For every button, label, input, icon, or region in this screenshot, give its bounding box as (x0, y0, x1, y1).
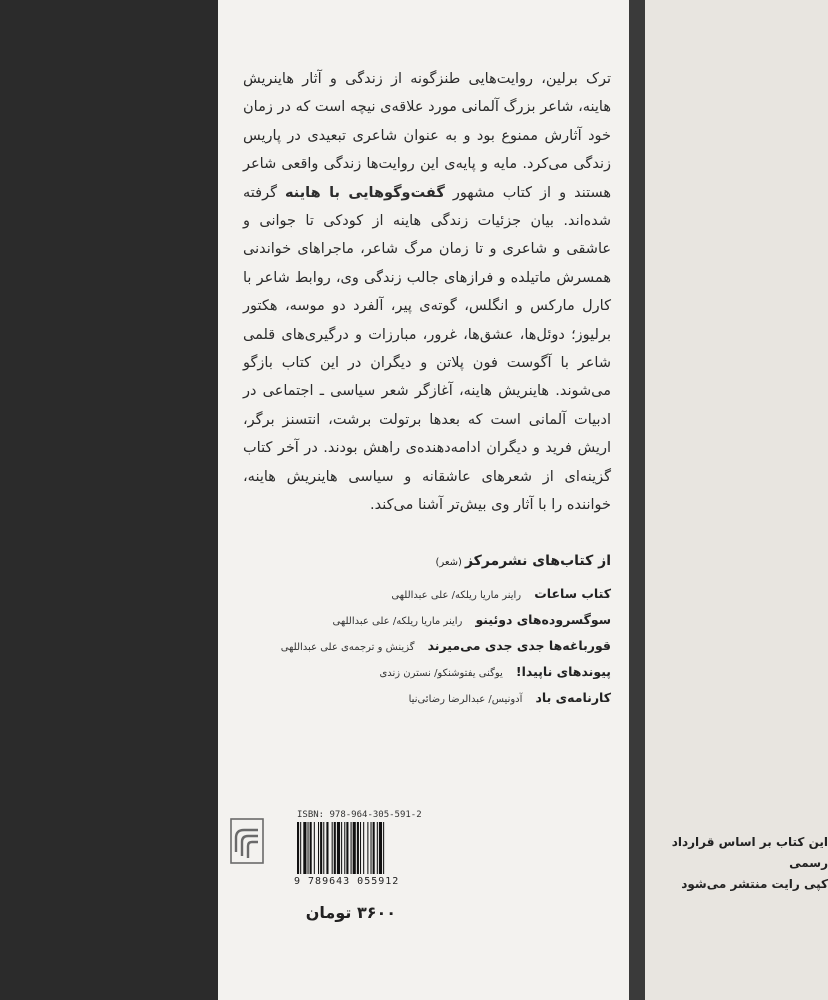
book-author: راینر ماریا ریلکه/ علی عبداللهی (391, 590, 522, 601)
blurb-line: ترک برلین، روایت‌هایی طنزگونه از زندگی و آثار هاینریش (243, 71, 611, 87)
blurb-line: خود آثارش ممنوع بود و به عنوان شاعری تبعیدی در پاریس (243, 127, 611, 144)
book-author: راینر ماریا ریلکه/ علی عبداللهی (332, 616, 463, 627)
books-heading-title: از کتاب‌های نشرمرکز (464, 553, 611, 569)
blurb-line: هاینریش هاینه، آغازگر شعر سیاسی ـ اجتماعی در ادبیات (243, 383, 612, 428)
isbn-barcode (297, 822, 412, 874)
list-item (231, 684, 611, 710)
blurb-line: هستند و از کتاب مشهور (452, 184, 612, 201)
blurb-line: مارکس و انگلس، گوته‌ی پیر، آلفرد دو موسه، هکتور برلیوز؛ (243, 298, 611, 343)
book-price: ۳۶۰۰ تومان (305, 903, 396, 922)
blurb-line: زندگی می‌کرد. مایه و پایه‌ی این روایت‌ها زندگی واقعی شاعر (243, 156, 611, 173)
list-item (231, 580, 611, 606)
book-title: پیوندهای ناپیدا! (515, 664, 611, 679)
blurb-bold-title: گفت‌وگوهایی با هاینه (285, 184, 445, 201)
isbn-number: ISBN: 978-964-305-591-2 (297, 810, 422, 820)
book-author: یوگنی یفتوشنکو/ نسترن زندی (379, 668, 503, 679)
list-item (231, 632, 611, 658)
blurb-line: ماتیلده و فرازهای جالب زندگی وی، روابط شاعر با کارل (243, 269, 611, 315)
copyright-notice (648, 832, 828, 895)
blurb-line: گرفته (243, 184, 277, 201)
blurb-line: و شاعری و تا زمان مرگ شاعر، ماجراهای خواندنی همسرش (243, 241, 611, 286)
publisher-logo-icon (230, 818, 264, 864)
back-cover-panel (218, 0, 828, 1000)
book-title: قورباغه‌ها جدی جدی می‌میرند (427, 638, 611, 653)
book-author: گزینش و ترجمه‌ی علی عبداللهی (280, 642, 415, 653)
blurb-line: آگوست فون پلاتن و دیگران در این کتاب بازگو می‌شوند. (243, 355, 612, 400)
book-description (243, 65, 611, 520)
publisher-books-heading (435, 553, 611, 569)
blurb-line: وی بیش‌تر آشنا می‌کند. (370, 497, 510, 514)
list-item (231, 658, 611, 684)
blurb-line: هاینه، شاعر بزرگ آلمانی مورد علاقه‌ی نیچه است که در زمان (243, 99, 611, 116)
cover-edge-strip (629, 0, 645, 1000)
publisher-book-list (231, 580, 611, 710)
license-line: کپی رایت منتشر می‌شود (681, 877, 828, 891)
barcode-digits: 9 789643 055912 (294, 876, 400, 887)
blurb-line: شده‌اند. بیان جزئیات زندگی هاینه از کودکی تا جوانی و عاشقی (243, 213, 612, 258)
blurb-line: از شعرهای عاشقانه و سیاسی هاینریش هاینه، خواننده را با آثار (243, 468, 611, 514)
blurb-line: و دیگران ادامه‌دهنده‌ی راهش بودند. در آخر کتاب گزینه‌ای (243, 440, 612, 485)
license-line: این کتاب بر اساس قرارداد رسمی (671, 835, 828, 870)
books-heading-sub: (شعر) (435, 557, 462, 568)
book-author: آدونیس/ عبدالرضا رضائی‌نیا (408, 694, 523, 705)
book-title: کتاب ساعات (534, 586, 611, 601)
book-title: کارنامه‌ی باد (535, 690, 611, 705)
list-item (231, 606, 611, 632)
book-title: سوگسروده‌های دوئینو (475, 612, 611, 627)
cover-dark-strip (0, 0, 218, 1000)
blurb-line: آلمانی است که بعدها برتولت برشت، انتسنز برگر، اریش فرید (243, 411, 611, 457)
blurb-line: دوئل‌ها، عشق‌ها، غرور، مبارزات و درگیری‌های قلمی شاعر با (243, 326, 611, 372)
